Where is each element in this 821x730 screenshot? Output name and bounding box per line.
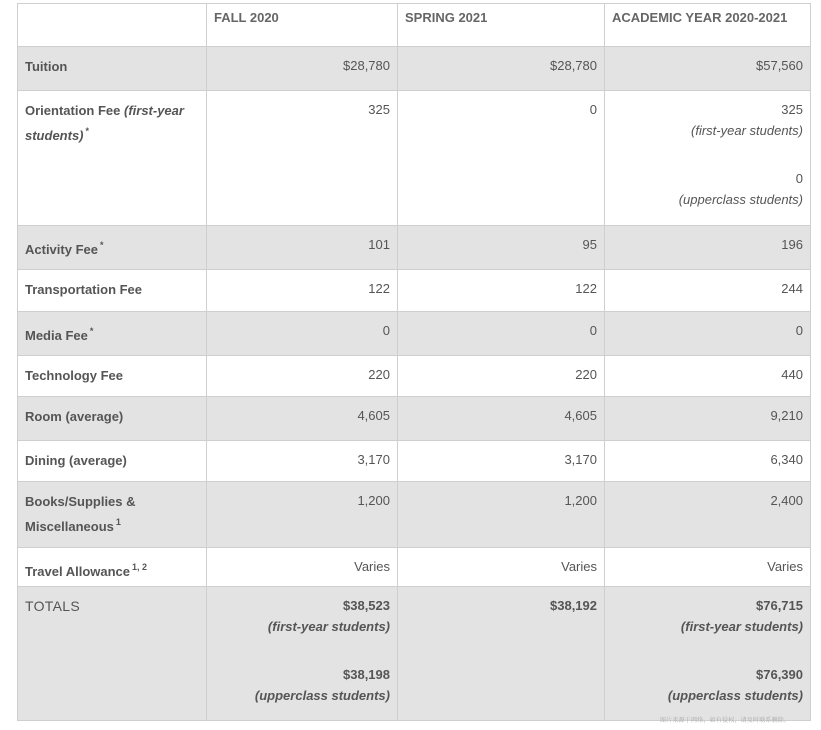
header-spring: SPRING 2021: [398, 4, 605, 47]
cell-fall: 0: [207, 312, 398, 356]
row-label: Transportation Fee: [18, 270, 207, 312]
cell-fall: 4,605: [207, 397, 398, 441]
cell-year: 440: [605, 356, 811, 397]
label-text: Activity Fee: [25, 242, 98, 257]
cell-spring: 0: [398, 312, 605, 356]
cell-fall: [207, 587, 398, 721]
cell-spring: 122: [398, 270, 605, 312]
header-year: ACADEMIC YEAR 2020-2021: [605, 4, 811, 47]
year-first-note: (first-year students): [680, 619, 803, 634]
fall-upper-value: $38,198: [343, 667, 390, 682]
cell-year: [605, 91, 811, 226]
label-text: Orientation Fee: [25, 103, 121, 118]
cell-year: Varies: [605, 548, 811, 587]
row-label: [18, 482, 207, 548]
row-label: [18, 226, 207, 270]
cell-fall: $28,780: [207, 47, 398, 91]
row-totals: [18, 587, 811, 721]
row-dining: [18, 441, 811, 482]
row-label: Dining (average): [18, 441, 207, 482]
row-label: Technology Fee: [18, 356, 207, 397]
footnote-mark: 1, 2: [132, 562, 148, 572]
year-first-value: 325: [781, 102, 803, 117]
year-upper-note: (upperclass students): [667, 688, 803, 703]
cell-year: $57,560: [605, 47, 811, 91]
cell-year: 6,340: [605, 441, 811, 482]
cell-fall: 3,170: [207, 441, 398, 482]
row-label: [18, 91, 207, 226]
footnote-mark: 1: [115, 517, 121, 527]
label-text: Media Fee: [25, 328, 88, 343]
row-media: [18, 312, 811, 356]
cell-fall: 122: [207, 270, 398, 312]
footnote-mark: *: [85, 126, 90, 136]
cell-fall: Varies: [207, 548, 398, 587]
cell-spring: Varies: [398, 548, 605, 587]
fall-first-value: $38,523: [343, 598, 390, 613]
label-note: (first-year students): [25, 103, 184, 143]
fees-table: [17, 3, 811, 721]
cell-fall: 1,200: [207, 482, 398, 548]
cell-spring: $28,780: [398, 47, 605, 91]
header-row: [18, 4, 811, 47]
label-text: Travel Allowance: [25, 564, 131, 579]
row-room: [18, 397, 811, 441]
cell-year: [605, 587, 811, 721]
footnote-mark: *: [99, 240, 104, 250]
cell-fall: 101: [207, 226, 398, 270]
cell-spring: 220: [398, 356, 605, 397]
cell-spring: 1,200: [398, 482, 605, 548]
cell-spring: 95: [398, 226, 605, 270]
cell-spring: 0: [398, 91, 605, 226]
header-fall: FALL 2020: [207, 4, 398, 47]
row-label: [18, 312, 207, 356]
row-label: TOTALS: [18, 587, 207, 721]
row-technology: [18, 356, 811, 397]
cell-year: 9,210: [605, 397, 811, 441]
cell-spring: $38,192: [398, 587, 605, 721]
cell-fall: 220: [207, 356, 398, 397]
year-upper-value: 0: [795, 171, 803, 186]
row-orientation: [18, 91, 811, 226]
year-upper-value: $76,390: [756, 667, 803, 682]
year-first-value: $76,715: [756, 598, 803, 613]
cell-year: 0: [605, 312, 811, 356]
row-tuition: [18, 47, 811, 91]
cell-year: 196: [605, 226, 811, 270]
row-label: [18, 548, 207, 587]
label-text: Books/Supplies & Miscellaneous: [25, 494, 136, 534]
footnote-mark: *: [89, 326, 94, 336]
row-books: [18, 482, 811, 548]
row-transportation: [18, 270, 811, 312]
fall-upper-note: (upperclass students): [254, 688, 390, 703]
row-travel: [18, 548, 811, 587]
watermark: 图片来源于网络，如有侵权，请及时联系删除。: [660, 718, 791, 724]
cell-year: 2,400: [605, 482, 811, 548]
row-label: Tuition: [18, 47, 207, 91]
year-upper-note: (upperclass students): [678, 192, 803, 207]
header-blank: [18, 4, 207, 47]
cell-spring: 4,605: [398, 397, 605, 441]
fall-first-note: (first-year students): [267, 619, 390, 634]
year-first-note: (first-year students): [691, 123, 803, 138]
row-label: Room (average): [18, 397, 207, 441]
row-activity: [18, 226, 811, 270]
cell-fall: 325: [207, 91, 398, 226]
cell-spring: 3,170: [398, 441, 605, 482]
cell-year: 244: [605, 270, 811, 312]
